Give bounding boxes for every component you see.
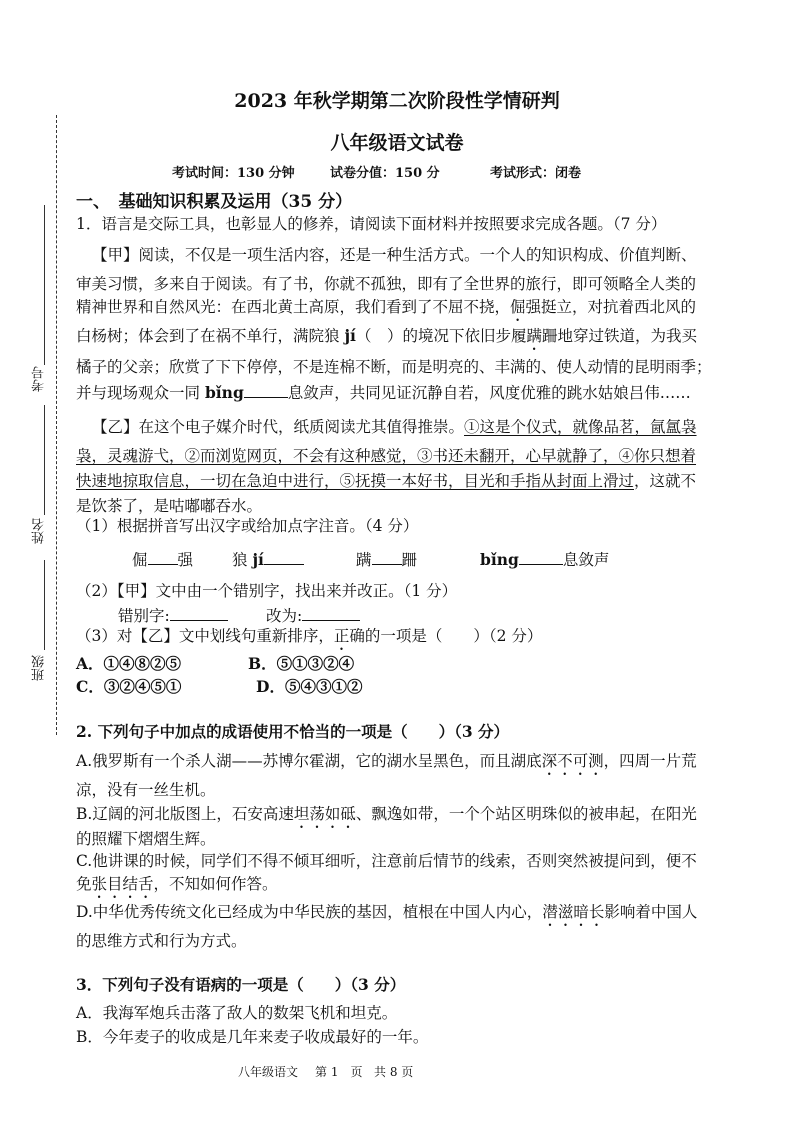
q1-sub3-stem: （3）对【乙】文中划线句重新排序，正确的一项是（ ）（2 分） — [76, 627, 543, 645]
jia-line-2: 审美习惯，多来自于阅读。有了书，你就不孤独，即有了全世界的旅行，即可领略全人类的 — [76, 275, 697, 293]
q1-sub1-item-b: 狼 jí — [232, 550, 304, 569]
binding-dashed-line — [56, 115, 57, 735]
q1-stem: 1．语言是交际工具，也彰显人的修养，请阅读下面材料并按照要求完成各题。（7 分） — [76, 215, 667, 233]
name-label: 姓名 — [32, 518, 47, 544]
yi-line-1: 【乙】在这个电子媒介时代，纸质阅读尤其值得推崇。①这是个仪式，就像品茗，氤氲袅 — [92, 418, 697, 436]
jia-line-4: 白杨树；体会到了在祸不单行，满院狼 jí（ ）的境况下依旧步履蹒跚地穿过铁道，为我买 — [76, 326, 697, 345]
exam-no-label: 考号 — [32, 366, 47, 392]
exam-form: 考试形式：闭卷 — [490, 166, 582, 181]
q2-option-c-line-1: C.他讲课的时候，同学们不得不倾耳细听，注意前后情节的线索，否则突然被提问到，便不 — [76, 852, 697, 870]
q1-sub1-item-c: 蹒 跚 — [356, 551, 418, 569]
q2-option-c-line-2: 免张目结舌，不知如何作答。 — [76, 875, 278, 893]
q1-sub1-item-a: 倔 强 — [132, 551, 194, 569]
q2-stem: 2. 下列句子中加点的成语使用不恰当的一项是（ ）（3 分） — [76, 722, 510, 741]
q1-sub3-option-b: B．⑤①③②④ — [248, 654, 355, 673]
jia-line-5: 橘子的父亲；欣赏了下下停停，不是连棉不断，而是明亮的、丰满的、使人动情的昆明雨季； — [76, 358, 712, 376]
q2-option-a-line-2: 凉，没有一丝生机。 — [76, 781, 216, 799]
yi-line-3: 快速地掠取信息，一切在急迫中进行，⑤抚摸一本好书，目光和手指从封面上滑过，这就不 — [76, 472, 697, 490]
exam-no-line — [44, 205, 45, 365]
q1-sub3-option-d: D．⑤④③①② — [256, 677, 363, 696]
yi-line-2: 袅，灵魂游弋，②而浏览网页，不会有这种感觉，③书还未翻开，心早就静了，④你只想着 — [76, 447, 697, 465]
q1-sub3-option-c: C．③②④⑤① — [76, 677, 182, 696]
jia-line-1: 【甲】阅读，不仅是一项生活内容，还是一种生活方式。一个人的知识构成、价值判断、 — [92, 246, 697, 264]
jia-line-6: 并与现场观众一同 bǐng 息敛声，共同见证沉静自若，风度优雅的跳水姑娘吕伟…… — [76, 383, 691, 402]
yi-line-4: 是饮茶了，是咕嘟嘟吞水。 — [76, 497, 263, 515]
q2-option-d-line-1: D.中华优秀传统文化已经成为中华民族的基因，植根在中国人内心，潜滋暗长影响着中国人 — [76, 903, 698, 921]
q3-option-b: B．今年麦子的收成是几年来麦子收成最好的一年。 — [76, 1028, 429, 1046]
class-line — [44, 560, 45, 650]
footer-page: 第 1 页 — [315, 1065, 363, 1079]
q1-sub2-wrong: 错别字: — [118, 606, 228, 625]
q2-option-b-line-1: B.辽阔的河北版图上，石安高速坦荡如砥、飘逸如带，一个个站区明珠似的被串起，在阳光 — [76, 805, 697, 823]
exam-title: 2023 年秋学期第二次阶段性学情研判 — [234, 90, 560, 112]
exam-time: 考试时间：130 分钟 — [172, 166, 295, 181]
q1-sub1-stem: （1）根据拼音写出汉字或给加点字注音。（4 分） — [76, 517, 419, 535]
exam-score: 试卷分值：150 分 — [330, 166, 440, 181]
q2-option-b-line-2: 的照耀下熠熠生辉。 — [76, 830, 216, 848]
q3-option-a: A．我海军炮兵击落了敌人的数架飞机和坦克。 — [76, 1004, 398, 1022]
q1-sub1-item-d: bǐng 息敛声 — [480, 550, 610, 569]
exam-subtitle: 八年级语文试卷 — [330, 132, 464, 154]
q2-option-d-line-2: 的思维方式和行为方式。 — [76, 932, 247, 950]
footer-subject: 八年级语文 — [238, 1065, 299, 1079]
footer-total: 共 8 页 — [374, 1065, 414, 1079]
q1-sub3-option-a: A．①④⑧②⑤ — [76, 654, 182, 673]
name-line — [44, 405, 45, 515]
jia-line-3: 精神世界和自然风光：在西北黄土高原，我们看到了不屈不挠，倔强挺立，对抗着西北风的 — [76, 298, 697, 316]
section-heading: 一、 基础知识积累及运用（35 分） — [76, 192, 353, 212]
q3-stem: 3．下列句子没有语病的一项是（ ）（3 分） — [76, 975, 406, 994]
q1-sub2-fix: 改为: — [266, 606, 360, 625]
q2-option-a-line-1: A.俄罗斯有一个杀人湖——苏博尔霍湖，它的湖水呈黑色，而且湖底深不可测，四周一片荒 — [76, 752, 697, 770]
class-label: 班级 — [32, 655, 47, 681]
q1-sub2-stem: （2）【甲】文中由一个错别字，找出来并改正。（1 分） — [76, 582, 458, 600]
